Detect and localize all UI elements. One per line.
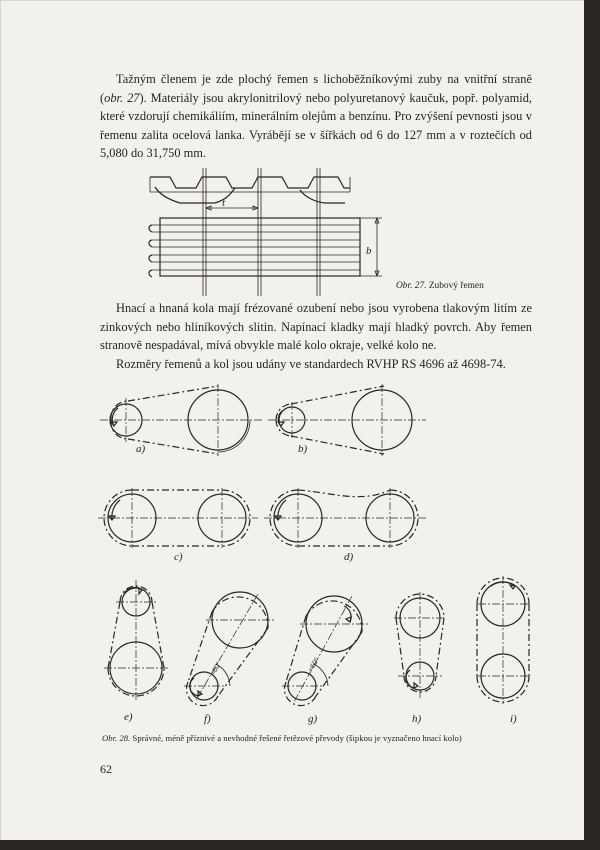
drive-label: a) <box>136 443 146 455</box>
paragraph-text: ). Materiály jsou akrylonitrilový nebo polyuretanový kaučuk, popř. polyamid, které vzdorují chemikáliím, minerálním olejům a benzínu. Pro zvýšení pevnosti jsou v řemenu zalita ocelová lanka. Vyrábějí se v šířkách od 6 do 127 mm a v roztečích od 5,080 do 31,750 mm. <box>100 90 532 161</box>
drive-label: g) <box>308 713 318 725</box>
drive-i <box>477 576 529 725</box>
angle-label: ≈60° <box>209 660 223 677</box>
caption-prefix: Obr. 27. <box>396 281 427 291</box>
drive-h <box>394 592 446 725</box>
page-edge-shadow <box>0 840 600 850</box>
drive-label: d) <box>344 551 354 563</box>
drive-g <box>282 596 368 725</box>
paragraph-standards: Rozměry řemenů a kol jsou udány ve standardech RVHP RS 4696 až 4698-74. <box>116 357 506 371</box>
figure-28-caption <box>102 733 462 743</box>
paragraph-text: Tažným členem je zde plochý řemen s lichoběžníkovými zuby na vnitřní straně ( <box>100 72 532 105</box>
drive-label: c) <box>174 551 183 563</box>
caption-prefix: Obr. 28. <box>102 733 131 743</box>
caption-text: Správné, méně příznivé a nevhodné řešené řetězové převody (šipkou je vyznačeno hnací kolo) <box>132 733 462 743</box>
page-edge-shadow <box>584 0 600 850</box>
pitch-label-t: t <box>222 197 226 209</box>
drive-a <box>100 384 262 456</box>
drive-label: e) <box>124 711 133 723</box>
width-label-b: b <box>366 245 372 257</box>
drive-label: i) <box>510 713 517 725</box>
angle-label: ≈60° <box>307 656 321 673</box>
page-number: 62 <box>100 762 112 776</box>
drive-label: f) <box>204 713 211 725</box>
drive-label: b) <box>298 443 308 455</box>
drive-label: h) <box>412 713 422 725</box>
drive-c <box>98 488 258 563</box>
caption-text: Zubový řemen <box>428 281 484 291</box>
drive-b <box>268 384 426 456</box>
paragraph-wheels: Hnací a hnaná kola mají frézované ozubení nebo jsou vyrobena tlakovým litím ze zinkových nebo hliníkových slitin. Napínací kladky mají hladký povrch. Aby řemen stranově nespadával, mívá obvykle malé kolo okraje, velké kolo ne. <box>100 301 532 353</box>
drive-e <box>104 580 168 723</box>
figure-reference: obr. 27 <box>104 90 140 105</box>
drive-d <box>264 488 426 563</box>
drive-f <box>184 592 274 725</box>
